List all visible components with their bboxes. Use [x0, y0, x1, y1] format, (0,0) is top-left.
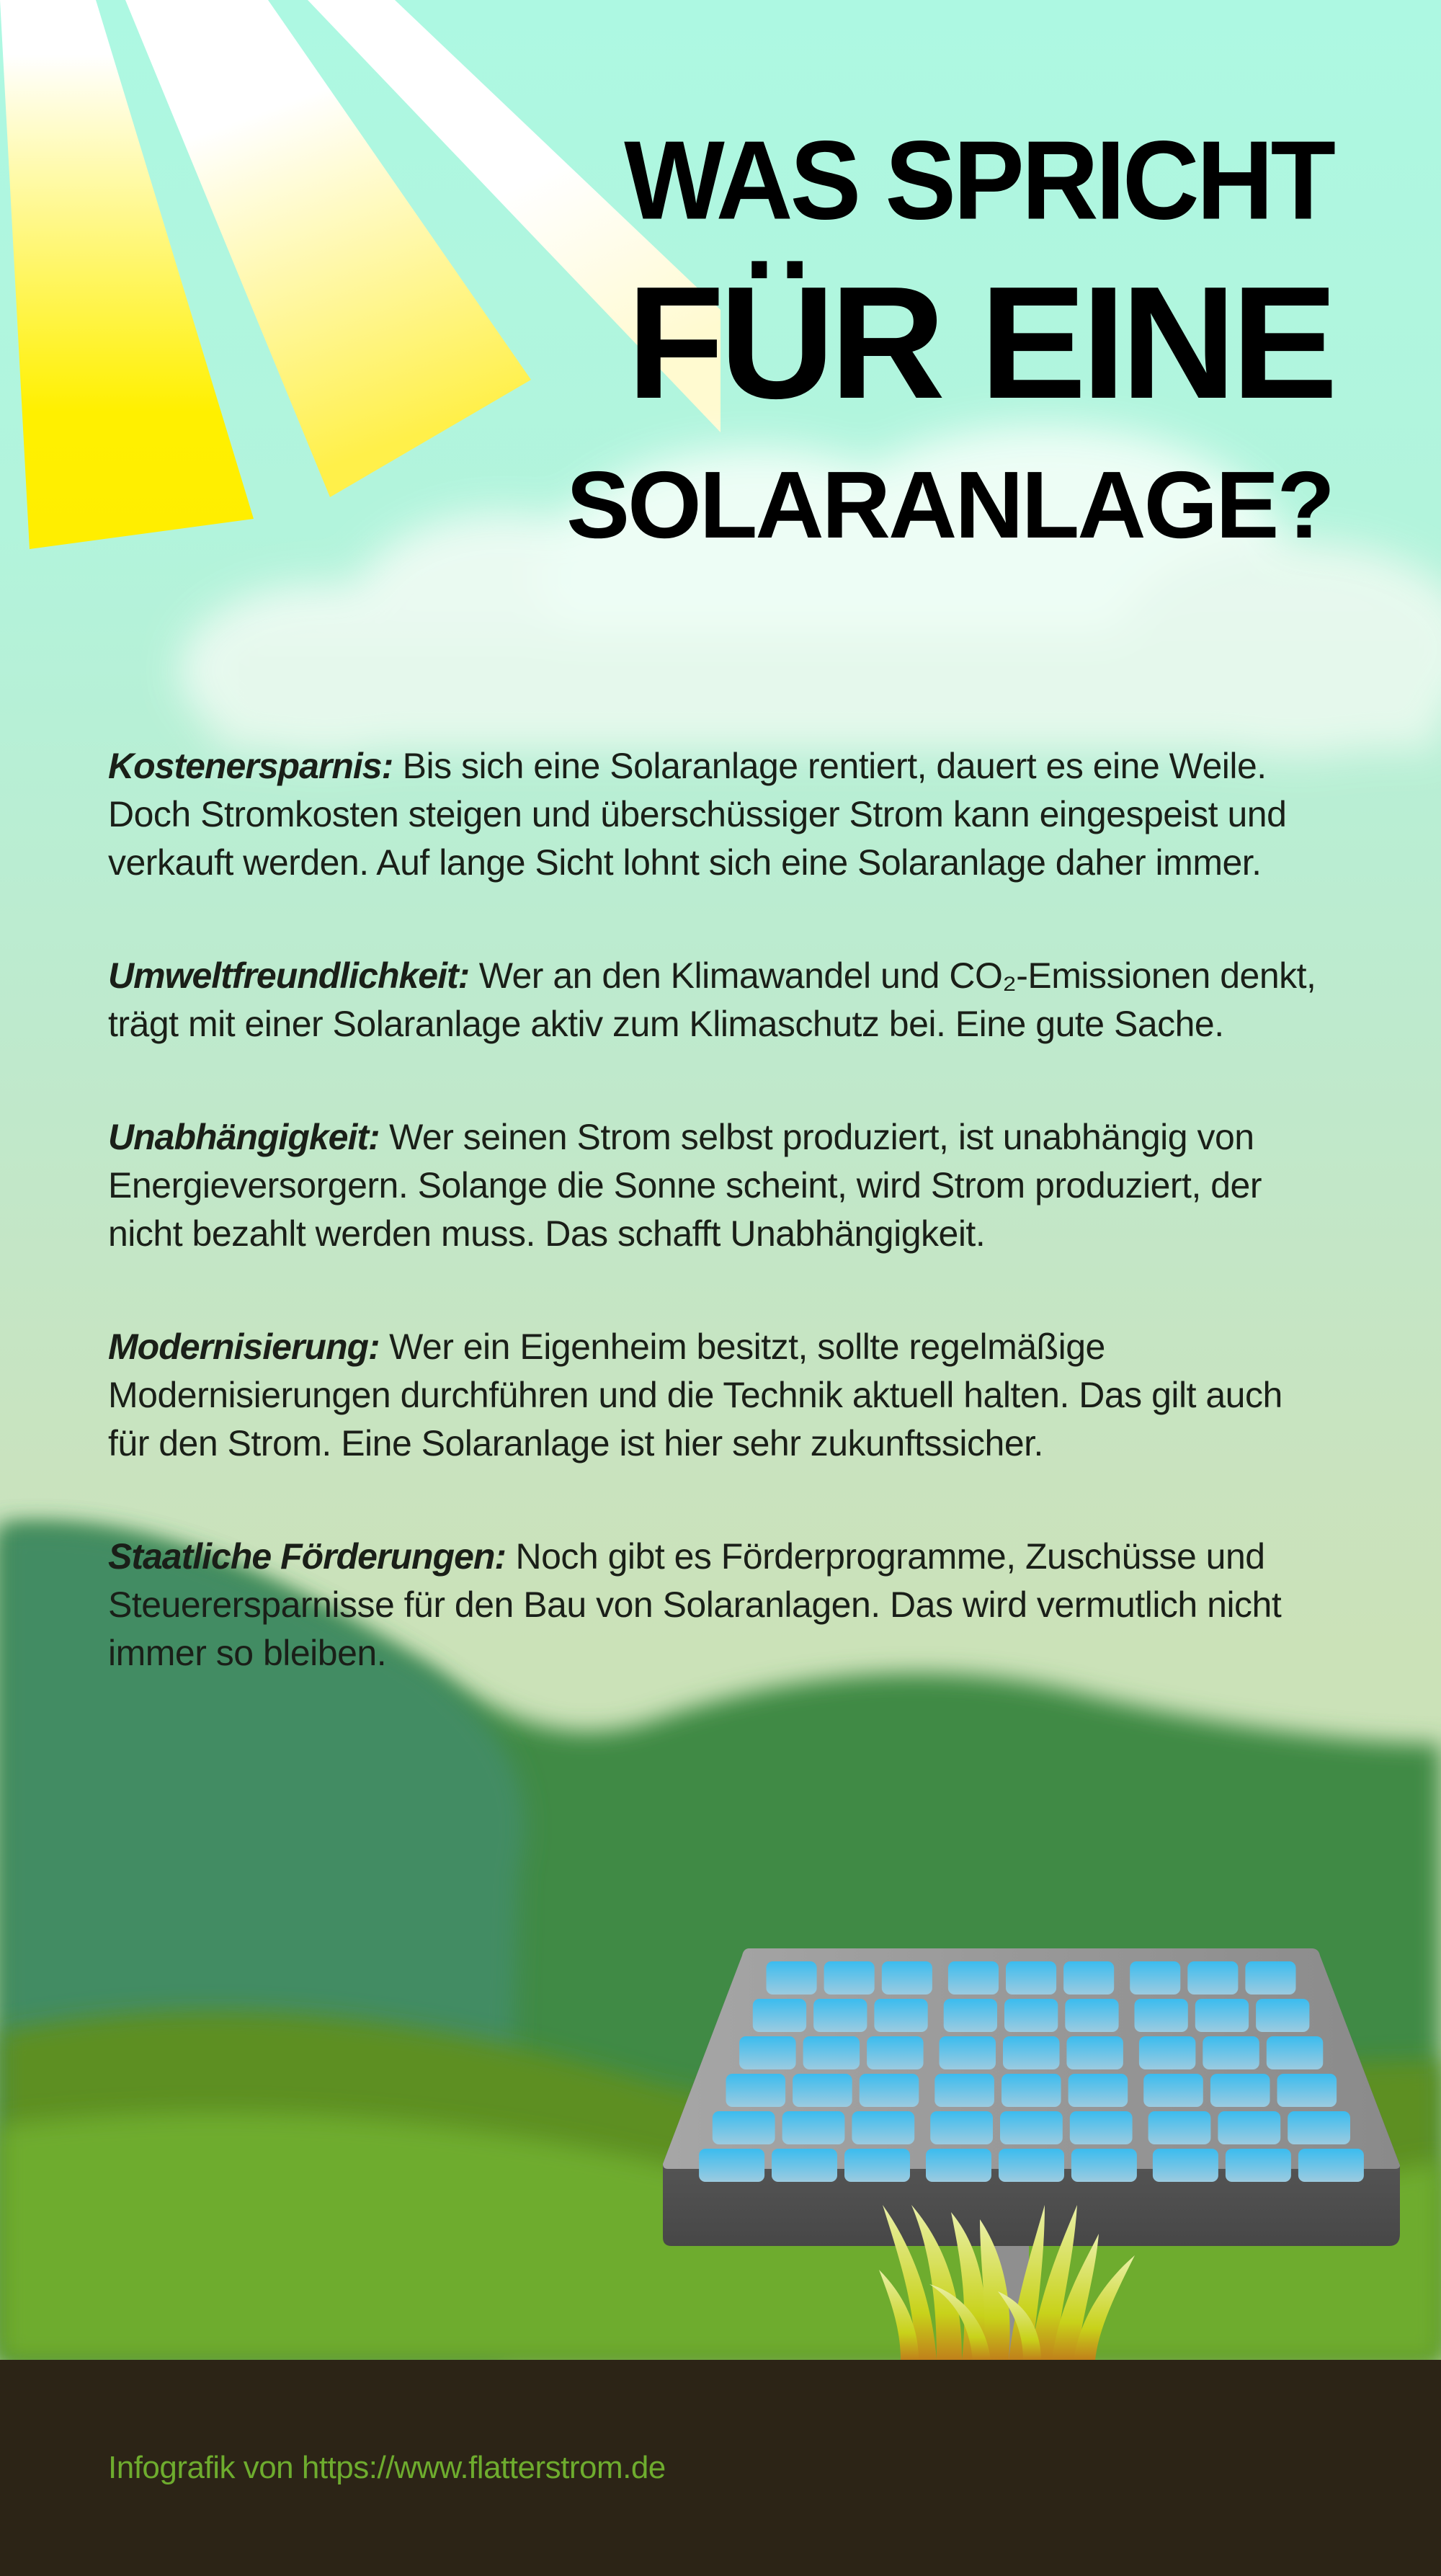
- benefit-text: Bis sich eine Solaranlage rentiert, dauert es eine Weile. Doch Stromkosten steigen und überschüssiger Strom kann eingespeist und verkauft werden. Auf lange Sicht lohnt sich eine Solaranlage daher immer.: [108, 746, 1287, 883]
- benefit-heading: Kostenersparnis:: [108, 746, 393, 786]
- benefit-environment: [108, 952, 1333, 1048]
- benefit-text: Wer an den Klimawandel und CO₂-Emissionen denkt, trägt mit einer Solaranlage aktiv zum Klimaschutz bei. Eine gute Sache.: [108, 955, 1316, 1044]
- benefit-text: Wer seinen Strom selbst produziert, ist unabhängig von Energieversorgern. Solange die Sonne scheint, wird Strom produziert, der nicht bezahlt werden muss. Das schafft Unabhängigkeit.: [108, 1117, 1262, 1254]
- benefit-text: Noch gibt es Förderprogramme, Zuschüsse und Steuerersparnisse für den Bau von Solaranlagen. Das wird vermutlich nicht immer so bleiben.: [108, 1536, 1282, 1673]
- title-line-2: FÜR EINE: [626, 254, 1333, 433]
- benefit-heading: Unabhängigkeit:: [108, 1117, 380, 1157]
- benefit-cost-savings: [108, 742, 1333, 887]
- title-line-1: WAS SPRICHT: [624, 118, 1333, 244]
- benefit-subsidies: [108, 1533, 1333, 1677]
- benefit-modernization: [108, 1323, 1333, 1468]
- benefit-heading: Staatliche Förderungen:: [108, 1536, 507, 1577]
- title-line-3: SOLARANLAGE?: [566, 452, 1333, 558]
- benefit-heading: Umweltfreundlichkeit:: [108, 955, 470, 996]
- benefits-list: [108, 742, 1333, 1742]
- footer-credit-link[interactable]: Infografik von https://www.flatterstrom.de: [108, 2450, 666, 2485]
- footer: [0, 2360, 1441, 2576]
- page-title: [566, 102, 1333, 584]
- benefit-independence: [108, 1113, 1333, 1258]
- benefit-heading: Modernisierung:: [108, 1327, 380, 1367]
- benefit-text: Wer ein Eigenheim besitzt, sollte regelmäßige Modernisierungen durchführen und die Technik aktuell halten. Das gilt auch für den Strom. Eine Solaranlage ist hier sehr zukunftssicher.: [108, 1327, 1282, 1463]
